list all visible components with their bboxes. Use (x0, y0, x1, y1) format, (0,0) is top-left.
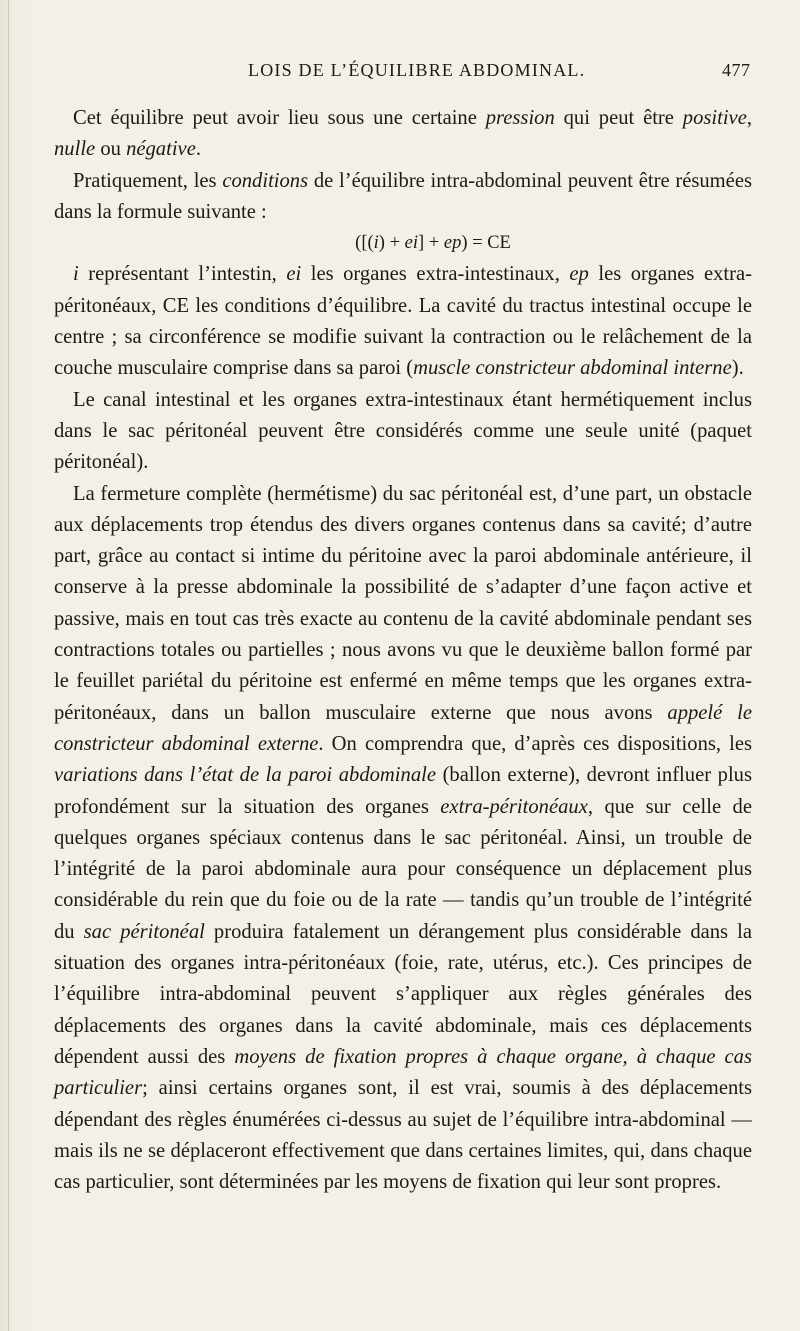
italic-run: conditions (222, 169, 309, 192)
text-run: . (195, 138, 201, 161)
italic-run: extra-péritonéaux (440, 795, 588, 818)
text-run: Cet équilibre peut avoir lieu sous une certaine (73, 107, 486, 129)
paragraph-definitions (54, 259, 752, 384)
text-run: les organes extra-intestinaux, (301, 263, 570, 286)
paragraph-conditions (54, 166, 752, 229)
page-gutter-edge (8, 0, 9, 1331)
text-run: , (746, 107, 752, 129)
italic-run: ep (443, 233, 462, 254)
italic-run: ei (404, 233, 419, 254)
text-run: ) = CE (461, 233, 511, 254)
italic-run: i (73, 263, 79, 286)
running-title: LOIS DE L’ÉQUILIBRE ABDOMINAL. (248, 60, 586, 80)
paragraph-pression (54, 103, 752, 166)
text-run: produira fatalement un dérangement plus considérable dans la situation des organes intra-péritonéaux (foie, rate, utérus, etc.). Ces principes de l’équilibre intra-abdominal peuvent s’appliquer aux règles générales des déplacements des organes dans la cavité abdominale, mais ces déplacements dépendent aussi des (54, 920, 752, 1068)
text-run: ou (95, 138, 127, 161)
paragraph-canal-intestinal (54, 385, 752, 479)
text-run: ] + (418, 233, 444, 254)
italic-run: négative (126, 138, 196, 161)
italic-run: i (373, 233, 379, 254)
italic-run: ep (569, 263, 589, 286)
text-run: les organes extra-péritonéaux, CE les conditions d’équilibre. La cavité du tractus intestinal occupe le centre ; sa circonférence se modifie suivant la contraction ou le relâchement de la couche musculaire comprise dans sa paroi ( (54, 263, 752, 380)
italic-run: nulle (54, 138, 96, 161)
page-number: 477 (722, 60, 751, 80)
italic-run: positive (682, 107, 747, 129)
text-run: représentant l’intestin, (78, 263, 287, 286)
italic-run: muscle constricteur abdominal interne (413, 357, 732, 380)
running-head (0, 60, 800, 90)
text-run: . On comprendra que, d’après ces dispositions, les (318, 732, 753, 755)
paragraph-fermeture (54, 479, 752, 1199)
text-run: ). (731, 357, 744, 380)
body-text (54, 103, 752, 1198)
italic-run: appelé le constricteur abdominal externe (54, 701, 753, 755)
text-run: Pratiquement, les (73, 169, 223, 192)
text-run: (ballon externe), devront influer plus profondément sur la situation des organes (54, 764, 752, 818)
italic-run: sac péritonéal (83, 920, 205, 943)
italic-run: variations dans l’état de la paroi abdominale (54, 764, 436, 787)
text-run: qui peut être (554, 107, 683, 129)
text-run: ) + (378, 233, 405, 254)
italic-run: ei (286, 263, 302, 286)
text-run: Le canal intestinal et les organes extra-intestinaux étant hermétiquement inclus dans le sac péritonéal peuvent être considérés comme une seule unité (paquet péritonéal). (54, 388, 752, 474)
text-run: ; ainsi certains organes sont, il est vrai, soumis à des déplacements dépendant des règles énumérées ci-dessus au sujet de l’équilibre intra-abdominal — mais ils ne se déplaceront effectivement que dans certaines limites, qui, dans chaque cas particulier, sont déterminées par les moyens de fixation qui leur sont propres. (54, 1077, 752, 1194)
equilibrium-formula (54, 228, 752, 259)
text-run: , que sur celle de quelques organes spéciaux contenus dans le sac péritonéal. Ainsi, un trouble de l’intégrité de la paroi abdominale aura pour conséquence un déplacement plus considérable du rein que du foie ou de la rate — tandis qu’un trouble de l’intégrité du (54, 795, 752, 943)
italic-run: moyens de fixation propres à chaque organe, à chaque cas particulier (54, 1045, 752, 1100)
text-run: ([( (355, 233, 374, 254)
italic-run: pression (485, 107, 555, 129)
text-run: La fermeture complète (hermétisme) du sac péritonéal est, d’une part, un obstacle aux déplacements trop étendus des divers organes contenus dans sa cavité; d’autre part, grâce au contact si intime du péritoine avec la paroi abdominale antérieure, il conserve à la presse abdominale la possibilité de s’adapter d’une façon active et passive, mais en tout cas très exacte au contenu de la cavité abdominale pendant ses contractions totales ou partielles ; nous avons vu que le deuxième ballon formé par le feuillet pariétal du péritoine est enfermé en même temps que les organes extra-péritonéaux, dans un ballon musculaire externe que nous avons (54, 482, 752, 724)
text-run: de l’équilibre intra-abdominal peuvent être résumées dans la formule suivante : (54, 169, 752, 223)
